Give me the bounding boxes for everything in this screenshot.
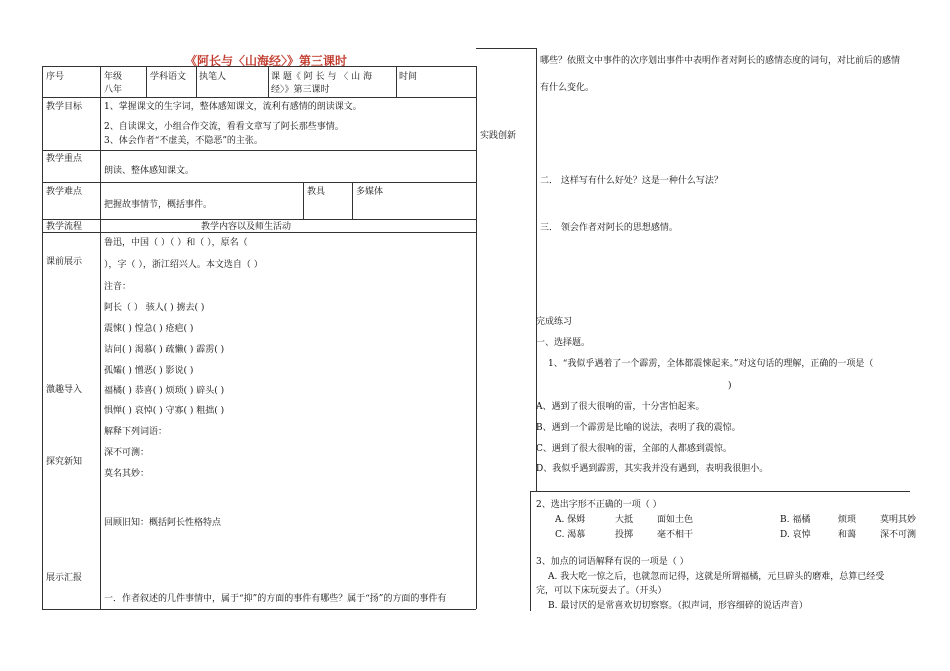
word-row: 阿长（ ） 骇人( ) 掳去( ) <box>104 303 205 313</box>
practice-q1-c: C、遇到了很大很响的雷，全部的人都感到震惊。 <box>536 444 732 454</box>
practice-q3-a1: A. 我大吃一惊之后，也就忽而记得，这就是所谓福橘，元旦辟头的磨难，总算已经受 <box>548 572 885 582</box>
practice-q2-opt: 和蔼 <box>838 530 857 540</box>
practice-section-1: 一、选择题。 <box>536 338 591 348</box>
practice-q2-opt: 毫不相干 <box>657 530 694 540</box>
grid-line <box>42 66 476 67</box>
question-1a: 一．作者叙述的几件事情中，属于“抑”的方面的事件有哪些？属于“扬”的方面的事件有 <box>104 594 447 604</box>
label-kq: 课前展示 <box>46 257 83 267</box>
header-keti-line2: 经〉》第三课时 <box>271 85 330 95</box>
header-keti: 课 题《 阿 长 与 〈 山 海 <box>271 72 373 82</box>
flow-text: 教学内容以及师生活动 <box>201 222 292 232</box>
label-sj: 实践创新 <box>480 131 517 141</box>
practice-q3-b: B. 最讨厌的是常喜欢切切察察。（拟声词，形容细碎的说话声音） <box>548 601 808 611</box>
grid-line <box>146 66 147 97</box>
practice-q2-opt: 大抵 <box>615 515 634 525</box>
header-xuhao: 序号 <box>46 72 65 82</box>
header-zhibiren: 执笔人 <box>199 72 227 82</box>
grid-line <box>42 97 476 98</box>
word-row: 震悚( ) 惶急( ) 疮疤( ) <box>104 324 194 334</box>
grid-line <box>352 182 353 219</box>
practice-q2-opt: A. 保姆 <box>555 515 586 525</box>
tools-value: 多媒体 <box>356 187 384 197</box>
grid-line <box>268 66 269 97</box>
practice-q2-opt: 投掷 <box>615 530 634 540</box>
question-3: 三． 领会作者对阿长的思想感情。 <box>540 223 678 233</box>
objective-2: 2、自读课文，小组合作交流，看看文章写了阿长那些事情。 <box>104 122 344 132</box>
label-zs: 展示汇报 <box>46 573 83 583</box>
grid-line <box>530 491 910 492</box>
grid-line <box>42 609 476 610</box>
document-title: 《阿长与〈山海经〉》第三课时 <box>185 54 348 68</box>
header-shijian: 时间 <box>399 72 418 82</box>
keypoint-text: 朗读、整体感知课文。 <box>104 166 195 176</box>
objective-3: 3、体会作者“不虚美，不隐恶”的主张。 <box>104 136 263 146</box>
practice-heading: 完成练习 <box>536 317 573 327</box>
word-row: 诘问( ) 渴慕( ) 疏懒( ) 霹雳( ) <box>104 345 225 355</box>
grid-line <box>396 66 397 97</box>
practice-q1-b: B、遇到一个霹雳是比喻的说法，表明了我的震惊。 <box>536 423 741 433</box>
flow-label: 教学流程 <box>46 222 83 232</box>
practice-q2-opt: 面如土色 <box>657 515 694 525</box>
header-bajnian: 八年 <box>104 85 123 95</box>
difficulty-label: 教学难点 <box>46 187 83 197</box>
practice-q2-opt: 莫明其妙 <box>880 515 917 525</box>
explain-label: 解释下列词语： <box>104 427 168 437</box>
grid-line <box>100 66 101 609</box>
grid-line <box>42 182 476 183</box>
practice-q1-d: D、我似乎遇到霹雳，其实我并没有遇到，表明我很胆小。 <box>536 464 769 474</box>
grid-line <box>476 48 536 49</box>
word-row: 孤孀( ) 憎恶( ) 影说( ) <box>104 366 194 376</box>
label-jq: 激趣导入 <box>46 385 83 395</box>
practice-q2-opt: C. 渴慕 <box>555 530 586 540</box>
label-tj: 探究新知 <box>46 457 83 467</box>
review-text: 回顾旧知：概括阿长性格特点 <box>104 518 222 528</box>
practice-q2-opt: D. 哀悼 <box>780 530 811 540</box>
practice-q3-a2: 完，可以下床玩耍去了。（开头） <box>536 586 667 596</box>
difficulty-text: 把握故事情节，概括事件。 <box>104 200 213 210</box>
header-nianji: 年级 <box>104 72 123 82</box>
practice-q3: 3、加点的词语解释有误的一项是（ ） <box>536 557 689 567</box>
objectives-label: 教学目标 <box>46 102 83 112</box>
practice-q1-a: A、遇到了很大很响的雷，十分害怕起来。 <box>536 402 705 412</box>
practice-q1: 1、“我似乎遇着了一个霹雳，全体都震悚起来。”对这句话的理解，正确的一项是（ <box>548 359 874 369</box>
grid-line <box>476 66 477 609</box>
pinyin-label: 注音： <box>104 282 132 292</box>
practice-q1-close: ) <box>728 381 732 391</box>
question-2: 二． 这样写有什么好处？这是一种什么写法？ <box>540 176 723 186</box>
objective-1: 1、掌握课文的生字词，整体感知课文，流利有感情的朗读课文。 <box>104 102 362 112</box>
practice-q2-opt: 烦琐 <box>838 515 857 525</box>
practice-q2-opt: 深不可测 <box>880 530 917 540</box>
explain-shenbu: 深不可测： <box>104 448 150 458</box>
word-row: 福橘( ) 恭喜( ) 烦琐( ) 辟头( ) <box>104 386 225 396</box>
explain-moming: 莫名其妙： <box>104 469 150 479</box>
question-1b: 哪些？依照文中事件的次序划出事件中表明作者对阿长的感情态度的词句，对比前后的感情 <box>540 56 901 66</box>
keypoint-label: 教学重点 <box>46 154 83 164</box>
word-row: 惧惮( ) 哀悼( ) 守寡( ) 粗拙( ) <box>104 406 225 416</box>
grid-line <box>42 150 476 151</box>
practice-q2-opt: B. 福橘 <box>780 515 811 525</box>
practice-q2: 2、选出字形不正确的一项（ ） <box>536 500 662 510</box>
grid-line <box>42 219 476 220</box>
grid-line <box>42 66 43 609</box>
header-xueke: 学科语文 <box>150 72 187 82</box>
intro-line-1: 鲁迅，中国（ ）（ ）和（ ），原名（ <box>104 238 248 248</box>
tools-label: 教具 <box>307 187 326 197</box>
intro-line-2: ），字（ ），浙江绍兴人。本文选自（ ） <box>104 260 263 270</box>
grid-line <box>530 491 531 611</box>
question-1c: 有什么变化。 <box>540 83 595 93</box>
grid-line <box>303 182 304 219</box>
grid-line <box>196 66 197 97</box>
